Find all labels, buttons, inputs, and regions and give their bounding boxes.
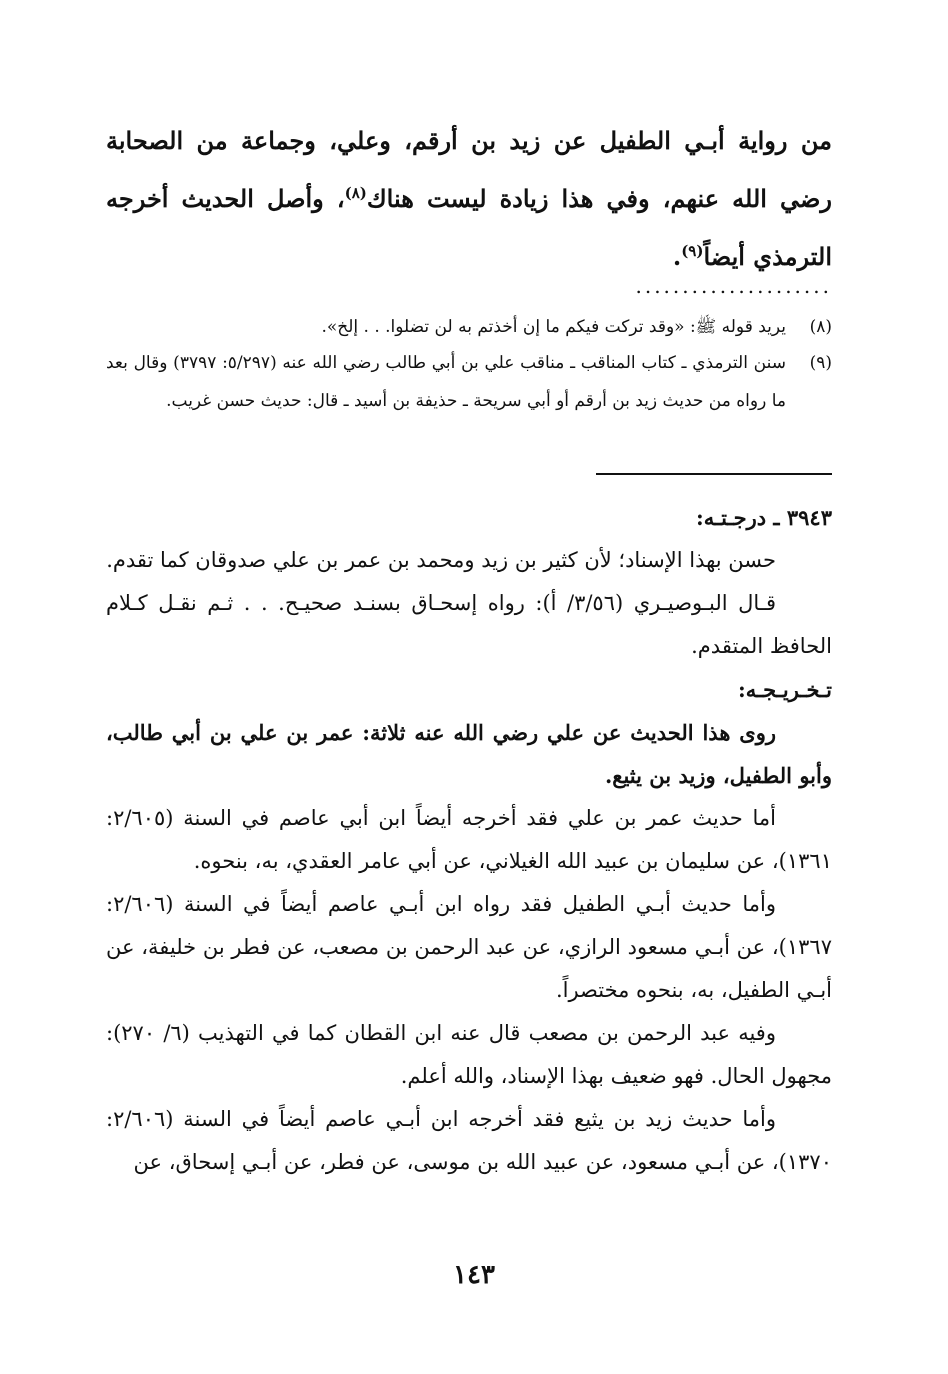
footnote-text: سنن الترمذي ـ كتاب المناقب ـ مناقب علي بن أبي طالب رضي الله عنه (٥/٢٩٧: ٣٧٩٧) وقال بعد ما رواه من حديث زيد بن أرقم أو أبي سريحة ـ حذيفة بن أسيد ـ قال: حديث حسن غريب. [106, 353, 786, 411]
paragraph: روى هذا الحديث عن علي رضي الله عنه ثلاثة: عمر بن علي بن أبي طالب، وأبو الطفيل، وزيد بن يثيع. [106, 720, 832, 788]
intro-paragraph [106, 114, 832, 283]
intro-text: من رواية أبـي الطفيل عن زيد بن أرقم، وعلي، وجماعة من الصحابة رضي الله عنهم، وفي هذا زيادة ليست هناك [106, 126, 833, 213]
footnote-number: (٨) [809, 317, 832, 337]
section-divider [596, 473, 832, 475]
footnote-separator: ..................... [635, 274, 832, 298]
intro-text-2: ، وأصل الحديث أخرجه الترمذي أيضاً [106, 184, 832, 271]
page-number: ١٤٣ [453, 1260, 495, 1290]
paragraph: أما حديث عمر بن علي فقد أخرجه أيضاً ابن أبي عاصم في السنة (٢/٦٠٥: ١٣٦١)، عن سليمان بن عبيد الله الغيلاني، عن أبي عامر العقدي، به، بنحوه. [106, 806, 832, 873]
paragraph: قـال البـوصيـري (٣/٥٦/ أ): رواه إسحـاق بسنـد صحيـح. . . ثـم نقـل كـلام الحافظ المتقدم. [106, 591, 832, 658]
main-text [106, 496, 832, 1184]
footnote-9 [106, 344, 832, 420]
section-heading-takhrij: تـخـريـجـه: [737, 677, 832, 702]
paragraph: حسن بهذا الإسناد؛ لأن كثير بن زيد ومحمد بن عمر بن علي صدوقان كما تقدم. [106, 548, 776, 572]
footnote-ref-8[interactable]: (٨) [344, 184, 367, 202]
footnote-number: (٩) [809, 353, 832, 373]
footnote-text: يريد قوله ﷺ: «وقد تركت فيكم ما إن أخذتم به لن تضلوا. . . إلخ». [321, 317, 786, 337]
paragraph: وفيه عبد الرحمن بن مصعب قال عنه ابن القطان كما في التهذيب (٦/ ٢٧٠): مجهول الحال. فهو ضعيف بهذا الإسناد، والله أعلم. [106, 1021, 832, 1088]
section-heading-grade: ٣٩٤٣ ـ درجـتـه: [695, 505, 832, 530]
intro-end: . [672, 242, 682, 271]
footnote-8 [106, 308, 832, 346]
footnote-ref-9[interactable]: (٩) [681, 242, 704, 260]
paragraph: وأما حديث زيد بن يثيع فقد أخرجه ابن أبـي عاصم أيضاً في السنة (٢/٦٠٦: ١٣٧٠)، عن أبـي مسعود، عن عبيد الله بن موسى، عن فطر، عن أبـي إسحاق، عن [106, 1107, 832, 1174]
paragraph: وأما حديث أبـي الطفيل فقد رواه ابن أبـي عاصم أيضاً في السنة (٢/٦٠٦: ١٣٦٧)، عن أبـي مسعود الرازي، عن عبد الرحمن بن مصعب، عن فطر بن خليفة، عن أبـي الطفيل، به، بنحوه مختصراً. [106, 892, 832, 1002]
